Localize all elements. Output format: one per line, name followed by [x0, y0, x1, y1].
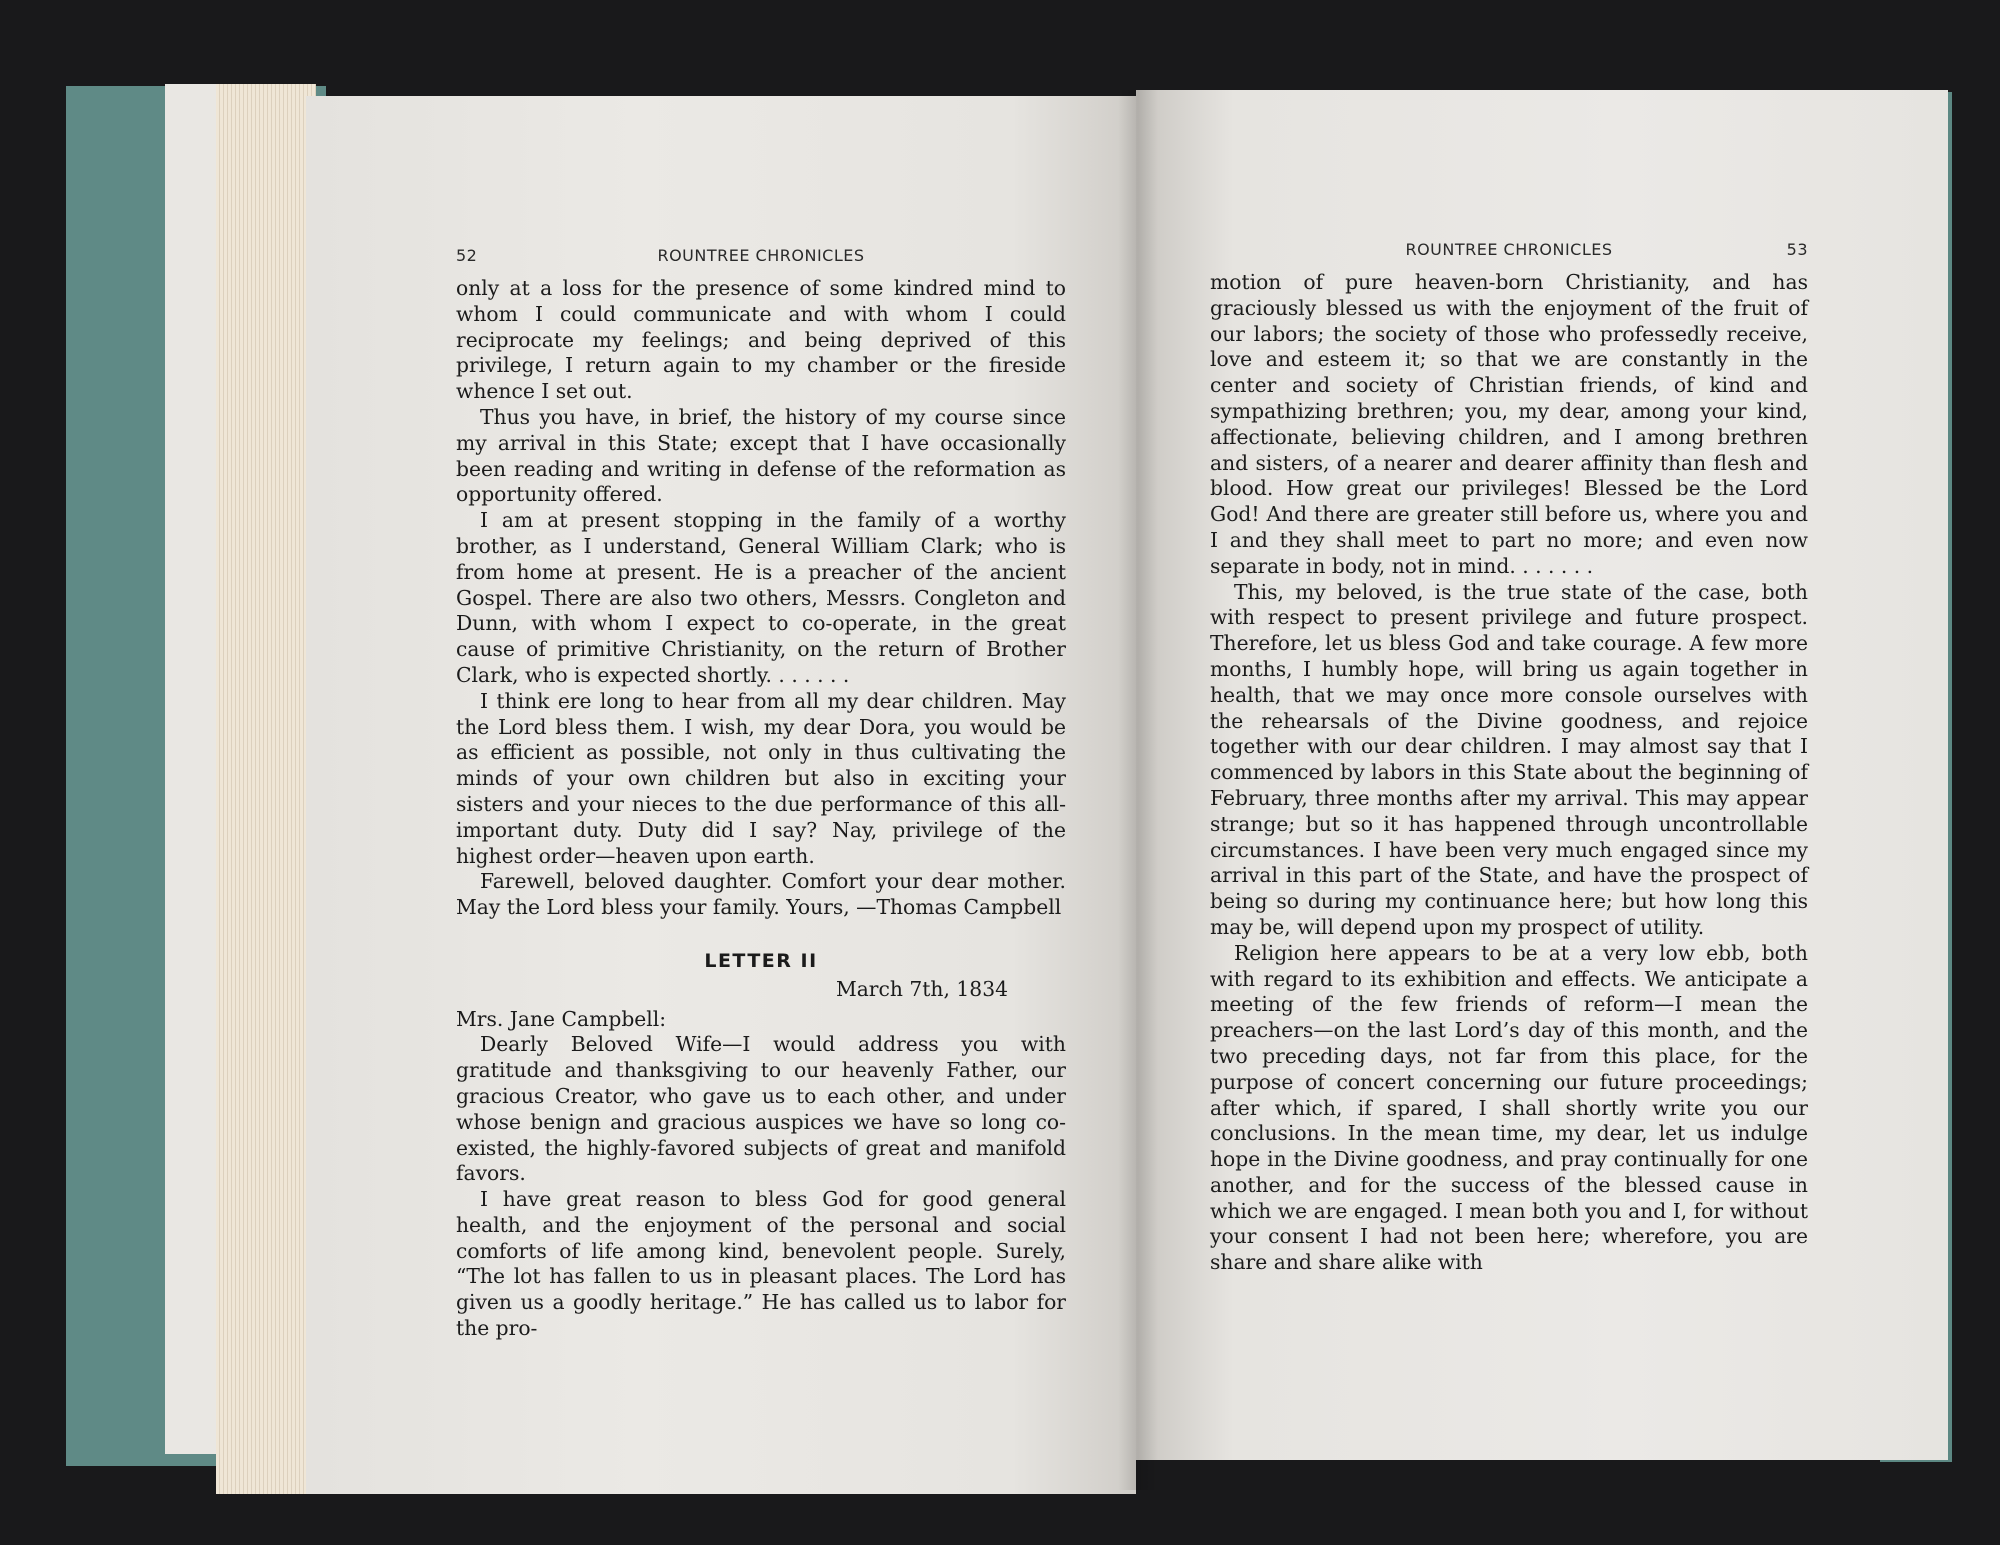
- left-running-head: [456, 242, 1066, 276]
- paragraph: I have great reason to bless God for good general health, and the enjoyment of the personal and social comforts of life among kind, benevolent people. Surely, “The lot has fallen to us in pleasant places. The Lord has given us a goodly heritage.” He has called us to labor for the pro-: [456, 1187, 1066, 1341]
- salutation: Mrs. Jane Campbell:: [456, 1006, 667, 1031]
- paragraph: only at a loss for the presence of some kindred mind to whom I could communicate and with whom I could reciprocate my feelings; and being deprived of this privilege, I return again to my chamber or the fireside whence I set out.: [456, 276, 1066, 404]
- gutter-shadow: [1118, 90, 1158, 1490]
- page-edges: [216, 84, 316, 1494]
- letter-date: March 7th, 1834: [835, 976, 1008, 1001]
- paragraph: I think ere long to hear from all my dear children. May the Lord bless them. I wish, my dear Dora, you would be as efficient as possible, not only in thus cultivating the minds of your own children but also in exciting your sisters and your nieces to the due performance of this all-important duty. Duty did I say? Nay, privilege of the highest order—heaven upon earth.: [456, 688, 1066, 868]
- left-page: [306, 96, 1136, 1494]
- paragraph: Dearly Beloved Wife—I would address you with gratitude and thanksgiving to our heavenly Father, our gracious Creator, who gave us to each other, and under whose benign and gracious auspices we have so long co-existed, the highly-favored subjects of great and manifold favors.: [456, 1032, 1066, 1186]
- paragraph: Thus you have, in brief, the history of my course since my arrival in this State; except that I have occasionally been reading and writing in defense of the reformation as opportunity offered.: [456, 404, 1066, 507]
- right-page-body: [1210, 270, 1808, 1276]
- running-head-title: ROUNTREE CHRONICLES: [1405, 240, 1613, 259]
- right-page: [1136, 90, 1948, 1460]
- paragraph: Religion here appears to be at a very low ebb, both with regard to its exhibition and effects. We anticipate a meeting of the few friends of reform—I mean the preachers—on the last Lord’s day of this month, and the two preceding days, not far from this place, for the purpose of concert concerning our future proceedings; after which, if spared, I shall shortly write you our conclusions. In the mean time, my dear, let us indulge hope in the Divine goodness, and pray continually for one another, and for the success of the blessed cause in which we are engaged. I mean both you and I, for without your consent I had not been here; wherefore, you are share and share alike with: [1210, 940, 1808, 1275]
- letter-heading: LETTER II: [704, 949, 818, 972]
- paragraph: Farewell, beloved daughter. Comfort your dear mother. May the Lord bless your family. Yours, —Thomas Campbell: [456, 869, 1066, 920]
- paragraph: I am at present stopping in the family of a worthy brother, as I understand, General William Clark; who is from home at present. He is a preacher of the ancient Gospel. There are also two others, Messrs. Congleton and Dunn, with whom I expect to co-operate, in the great cause of primitive Christianity, on the return of Brother Clark, who is expected shortly. . . . . . .: [456, 508, 1066, 687]
- page-number: 52: [456, 246, 478, 265]
- page-number: 53: [1786, 240, 1808, 259]
- paragraph: motion of pure heaven-born Christianity, and has graciously blessed us with the enjoyment of the fruit of our labors; the society of those who professedly receive, love and esteem it; so that we are constantly in the center and society of Christian friends, of kind and sympathizing brethren; you, my dear, among your kind, affectionate, believing children, and I among brethren and sisters, of a nearer and dearer affinity than flesh and blood. How great our privileges! Blessed be the Lord God! And there are greater still before us, where you and I and they shall meet to part no more; and even now separate in body, not in mind. . . . . . .: [1210, 270, 1808, 578]
- running-head-title: ROUNTREE CHRONICLES: [657, 246, 865, 265]
- left-page-body: [456, 276, 1066, 1342]
- right-running-head: [1210, 236, 1808, 270]
- paragraph: This, my beloved, is the true state of the case, both with respect to present privilege and future prospect. Therefore, let us bless God and take courage. A few more months, I humbly hope, will bring us again together in health, that we may once more console ourselves with the rehearsals of the Divine goodness, and rejoice together with our dear children. I may almost say that I commenced by labors in this State about the beginning of February, three months after my arrival. This may appear strange; but so it has happened through uncontrollable circumstances. I have been very much engaged since my arrival in this part of the State, and have the prospect of being so during my continuance here; but how long this may be, will depend upon my prospect of utility.: [1210, 579, 1808, 939]
